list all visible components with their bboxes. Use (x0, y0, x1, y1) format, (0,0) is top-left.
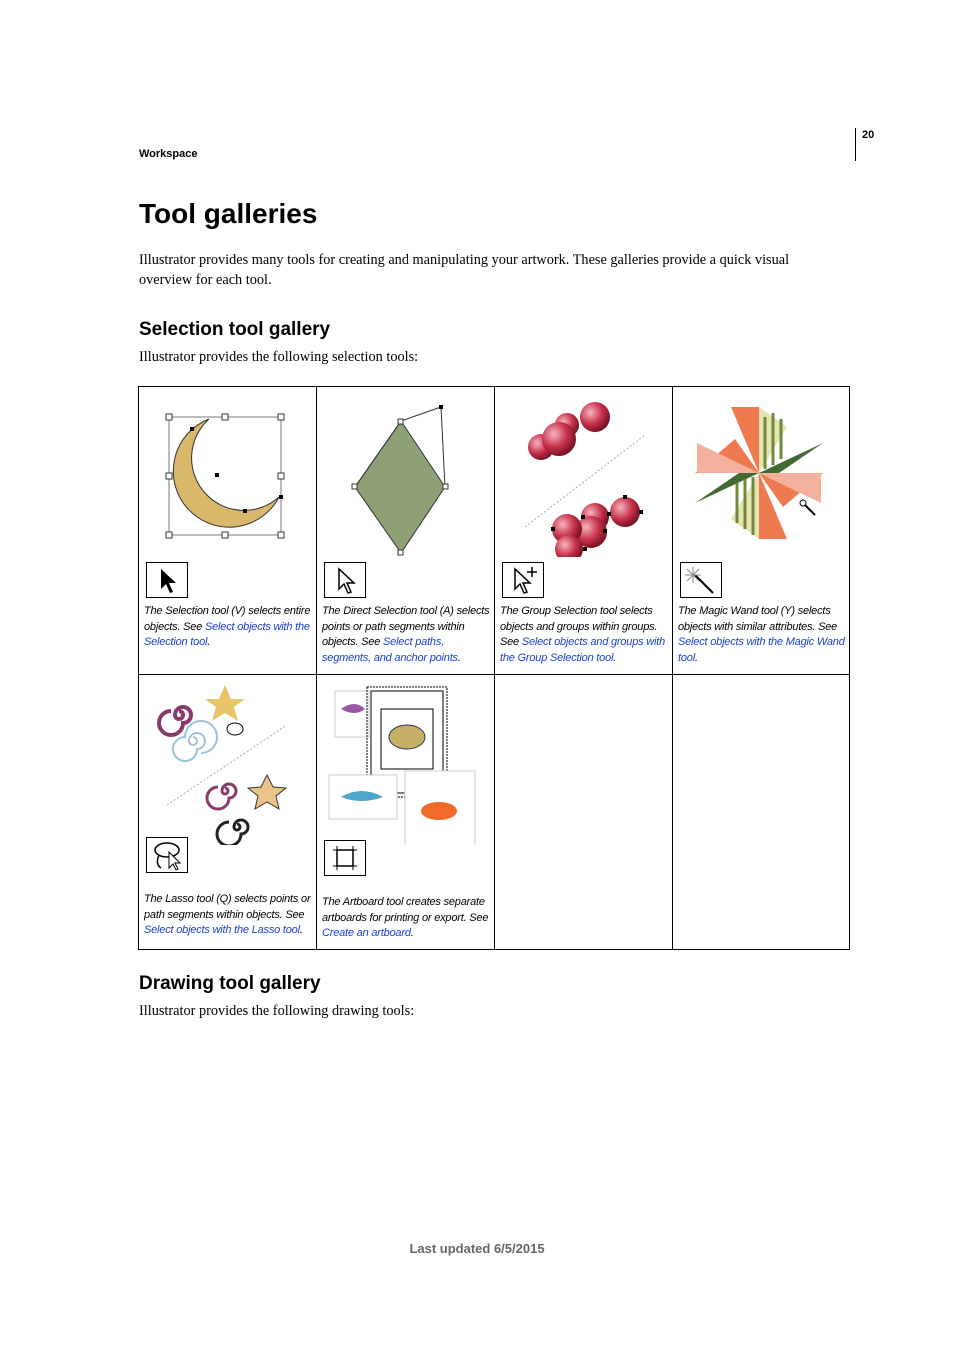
caption-text: The Lasso tool (Q) selects points or path segments within objects. See (144, 893, 311, 921)
diamond-artwork (317, 387, 494, 557)
selection-gallery-lead: Illustrator provides the following selection tools: (139, 349, 419, 365)
drawing-gallery-lead: Illustrator provides the following drawing tools: (139, 1003, 415, 1019)
caption-period: . (299, 924, 303, 936)
gallery-cell-empty (673, 675, 849, 949)
magic-wand-icon (680, 562, 722, 598)
page-number: 20 (862, 129, 875, 141)
spheres-artwork (495, 387, 672, 557)
link-direct-selection-tool[interactable]: Select paths, segments, and anchor points (322, 636, 458, 664)
lasso-icon (146, 837, 188, 873)
group-selection-arrow-icon (502, 562, 544, 598)
link-magic-wand-tool[interactable]: Select objects with the Magic Wand tool (678, 636, 845, 664)
spirals-artwork (139, 675, 316, 845)
caption-text: The Group Selection tool selects objects and groups within groups. See (500, 605, 658, 648)
caption-artboard-tool (322, 895, 490, 942)
gallery-cell-group-selection-tool (495, 387, 673, 675)
running-header: Workspace (139, 148, 198, 160)
gallery-cell-selection-tool (139, 387, 317, 675)
caption-period: . (694, 651, 698, 664)
gallery-cell-artboard-tool (317, 675, 495, 949)
moon-artwork (139, 387, 316, 557)
intro-paragraph: Illustrator provides many tools for creating and manipulating your artwork. These galleries provide a quick visual overview for each tool. (139, 252, 790, 288)
footer-last-updated: Last updated 6/5/2015 (409, 1241, 545, 1256)
gallery-cell-lasso-tool (139, 675, 317, 949)
caption-text: The Selection tool (V) selects entire objects. See (144, 605, 311, 633)
caption-period: . (457, 651, 461, 664)
caption-period: . (613, 651, 617, 664)
selection-gallery-heading: Selection tool gallery (139, 319, 331, 340)
caption-direct-selection-tool (322, 604, 490, 666)
caption-magic-wand-tool (678, 604, 846, 666)
link-artboard-tool[interactable]: Create an artboard (322, 927, 411, 939)
gallery-cell-direct-selection-tool (317, 387, 495, 675)
artboard-icon (324, 840, 366, 876)
gallery-cell-magic-wand-tool (673, 387, 849, 675)
caption-text: The Direct Selection tool (A) selects points or path segments within objects. See (322, 605, 490, 648)
drawing-gallery-heading: Drawing tool gallery (139, 973, 321, 994)
caption-group-selection-tool (500, 604, 668, 666)
artboards-artwork (317, 675, 494, 845)
caption-text: The Artboard tool creates separate artboards for printing or export. See (322, 896, 489, 924)
caption-period: . (410, 927, 414, 939)
link-lasso-tool[interactable]: Select objects with the Lasso tool (144, 924, 300, 936)
page-title: Tool galleries (139, 198, 318, 229)
header-rule (855, 128, 856, 161)
caption-period: . (207, 636, 211, 648)
caption-selection-tool (144, 604, 312, 651)
link-selection-tool[interactable]: Select objects with the Selection tool (144, 620, 310, 648)
caption-text: The Magic Wand tool (Y) selects objects with similar attributes. See (678, 605, 838, 633)
selection-tool-gallery-table (138, 386, 850, 950)
star-artwork (673, 387, 849, 557)
link-group-selection-tool[interactable]: Select objects and groups with the Group Selection tool (500, 636, 666, 664)
selection-arrow-icon (146, 562, 188, 598)
gallery-cell-empty (495, 675, 673, 949)
direct-selection-arrow-icon (324, 562, 366, 598)
caption-lasso-tool (144, 892, 312, 939)
